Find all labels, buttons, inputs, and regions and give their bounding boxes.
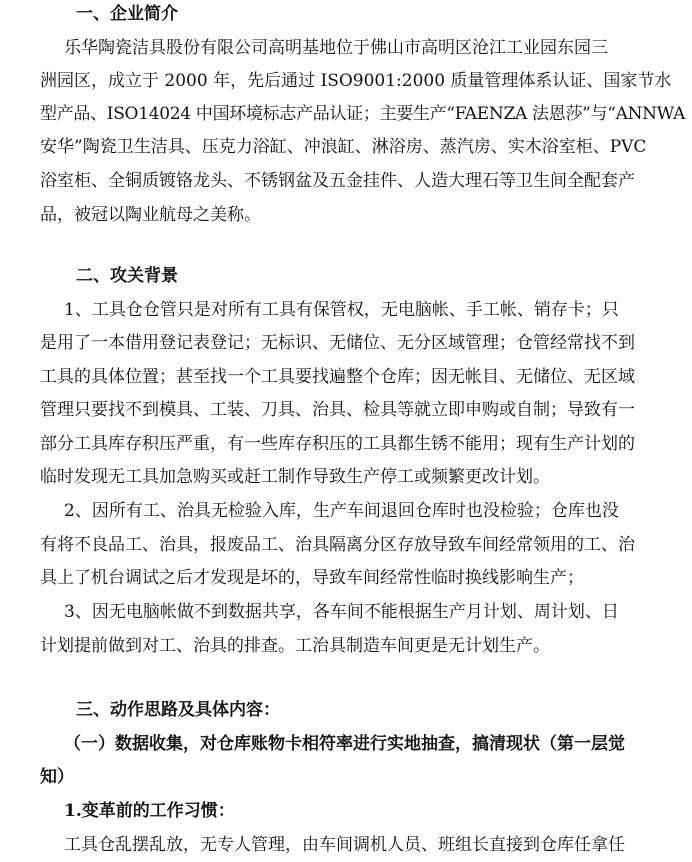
section-2-line-1: 1、工具仓仓管只是对所有工具有保管权，无电脑帐、手工帐、销存卡；只 [64, 300, 619, 320]
section-3-subheading-1: （一）数据收集，对仓库账物卡相符率进行实地抽查，搞清现状（第一层觉 [64, 734, 625, 754]
section-3-subheading-2: 1.变革前的工作习惯： [64, 801, 235, 821]
section-2-line-6: 临时发现无工具加急购买或赶工制作导致生产停工或频繁更改计划。 [40, 467, 550, 487]
section-3-subheading-1-cont: 知） [40, 767, 74, 787]
section-2-line-5: 部分工具库存积压严重，有一些库存积压的工具都生锈不能用；现有生产计划的 [40, 434, 635, 454]
section-1-line-3: 型产品、ISO14024 中国环境标志产品认证；主要生产“FAENZA 法恩莎”与“ANNWA [40, 104, 686, 124]
section-1-line-4: 安华”陶瓷卫生洁具、压克力浴缸、冲浪缸、淋浴房、蒸汽房、实木浴室柜、PVC [40, 137, 647, 157]
section-2-line-8: 有将不良品工、治具，报废品工、治具隔离分区存放导致车间经常领用的工、治 [40, 535, 635, 555]
section-2-line-11: 计划提前做到对工、治具的排查。工治具制造车间更是无计划生产。 [40, 636, 550, 656]
section-2-line-3: 工具的具体位置；甚至找一个工具要找遍整个仓库；因无帐目、无储位、无区域 [40, 367, 635, 387]
section-1-line-1: 乐华陶瓷洁具股份有限公司高明基地位于佛山市高明区沧江工业园东园三 [64, 38, 608, 58]
section-1-line-6: 品，被冠以陶业航母之美称。 [40, 205, 261, 225]
section-1-heading: 一、企业简介 [76, 4, 178, 24]
section-3-line-1: 工具仓乱摆乱放，无专人管理，由车间调机人员、班组长直接到仓库任拿任 [64, 835, 625, 855]
section-2-line-4: 管理只要找不到模具、工装、刀具、治具、检具等就立即申购或自制；导致有一 [40, 400, 635, 420]
section-3-heading: 三、动作思路及具体内容： [76, 700, 280, 720]
section-2-line-9: 具上了机台调试之后才发现是坏的，导致车间经常性临时换线影响生产； [40, 568, 584, 588]
section-2-line-7: 2、因所有工、治具无检验入库，生产车间退回仓库时也没检验；仓库也没 [64, 501, 619, 521]
section-2-line-10: 3、因无电脑帐做不到数据共享，各车间不能根据生产月计划、周计划、日 [64, 602, 619, 622]
section-1-line-5: 浴室柜、全铜质镀铬龙头、不锈钢盆及五金挂件、人造大理石等卫生间全配套产 [40, 171, 635, 191]
section-1-line-2: 洲园区，成立于 2000 年，先后通过 ISO9001:2000 质量管理体系认证、国家节水 [40, 71, 672, 91]
section-2-line-2: 是用了一本借用登记表登记；无标识、无储位、无分区域管理；仓管经常找不到 [40, 333, 635, 353]
section-2-heading: 二、攻关背景 [76, 266, 178, 286]
